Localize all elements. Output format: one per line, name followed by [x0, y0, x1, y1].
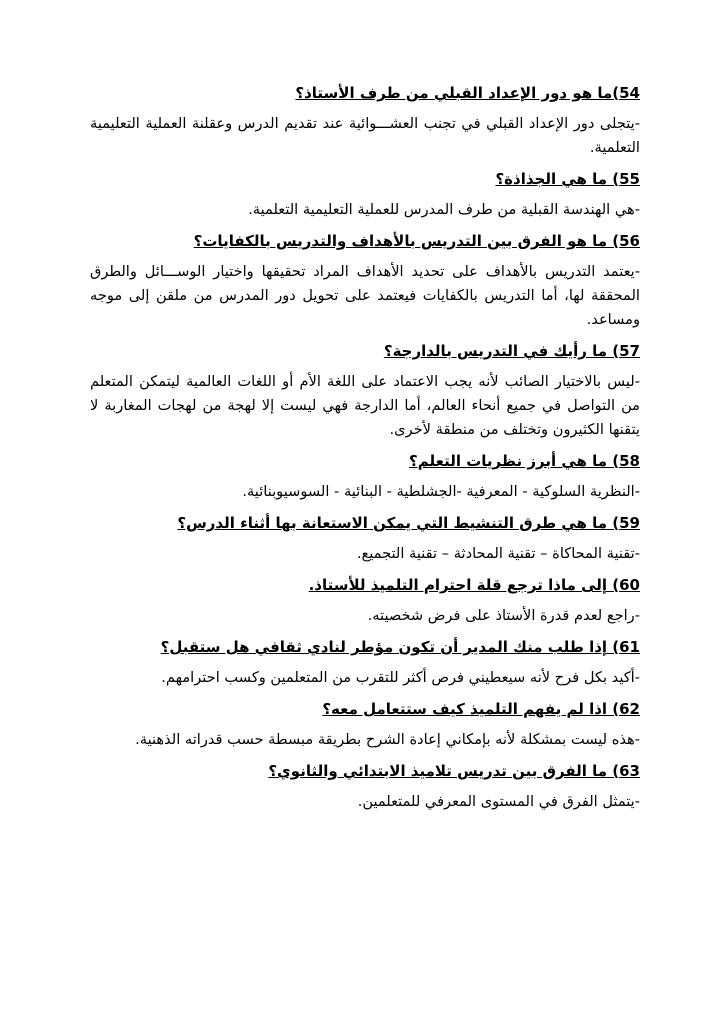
qa-item-55: [90, 168, 640, 222]
question-60: 60) إلى ماذا ترجع قلة احترام التلميذ للأستاذ.: [308, 576, 640, 594]
qa-item-58: [90, 450, 640, 504]
answer-58: -النظرية السلوكية - المعرفية -الجشلطية - البنائية - السوسيوبنائية.: [242, 483, 640, 500]
question-58: 58) ما هي أبرز نظريات التعلم؟: [409, 452, 640, 470]
answer-61: -أكيد بكل فرح لأنه سيعطيني فرص أكثر للتقرب من المتعلمين وكسب احترامهم.: [161, 669, 640, 686]
answer-59: -تقنية المحاكاة – تقنية المحادثة – تقنية التجميع.: [356, 545, 640, 562]
question-57: 57) ما رأيك في التدريس بالدارجة؟: [383, 342, 640, 360]
question-63: 63) ما الفرق بين تدريس تلاميذ الابتدائي والثانوي؟: [268, 762, 640, 780]
question-56: 56) ما هو الفرق بين التدريس بالأهداف والتدريس بالكفايات؟: [193, 232, 640, 250]
qa-item-54: [90, 82, 640, 160]
document-page: [90, 82, 640, 822]
question-61: 61) إذا طلب منك المدير أن تكون مؤطر لنادي ثقافي هل ستقبل؟: [160, 638, 640, 656]
qa-item-62: [90, 698, 640, 752]
qa-item-61: [90, 636, 640, 690]
question-62: 62) اذا لم يفهم التلميذ كيف ستتعامل معه؟: [322, 700, 640, 718]
qa-item-56: [90, 230, 640, 332]
answer-60: -راجع لعدم قدرة الأستاذ على فرض شخصيته.: [367, 607, 640, 624]
answer-62: -هذه ليست بمشكلة لأنه بإمكاني إعادة الشرح بطريقة مبسطة حسب قدراته الذهنية.: [135, 731, 640, 748]
question-59: 59) ما هي طرق التنشيط التي يمكن الاستعانة بها أثناء الدرس؟: [177, 514, 640, 532]
qa-item-60: [90, 574, 640, 628]
answer-63: -يتمثل الفرق في المستوى المعرفي للمتعلمين.: [357, 793, 640, 810]
answer-56: -يعتمد التدريس بالأهداف على تحديد الأهداف المراد تحقيقها واختيار الوســـائل والطرق المحققة لها، أما التدريس بالكفايات فيعتمد على تحويل دور المدرس من ملقن إلى موجه ومساعد.: [90, 263, 640, 328]
answer-55: -هي الهندسة القبلية من طرف المدرس للعملية التعليمية التعلمية.: [248, 201, 640, 218]
answer-54: -يتجلى دور الإعداد القبلي في تجنب العشـــوائية عند تقديم الدرس وعقلنة العملية التعليمية التعلمية.: [90, 115, 640, 156]
question-55: 55) ما هي الجذاذة؟: [495, 170, 640, 188]
qa-item-63: [90, 760, 640, 814]
question-54: 54)ما هو دور الإعداد القبلي من طرف الأستاذ؟: [295, 84, 640, 102]
qa-item-57: [90, 340, 640, 442]
qa-item-59: [90, 512, 640, 566]
answer-57: -ليس بالاختيار الصائب لأنه يجب الاعتماد على اللغة الأم أو اللغات العالمية ليتمكن المتعلم من التواصل في جميع أنحاء العالم، أما الدارجة فهي ليست إلا لهجة من لهجات المغاربة لا يتقنها الكثيرون وتختلف من منطقة لأخرى.: [90, 373, 640, 438]
